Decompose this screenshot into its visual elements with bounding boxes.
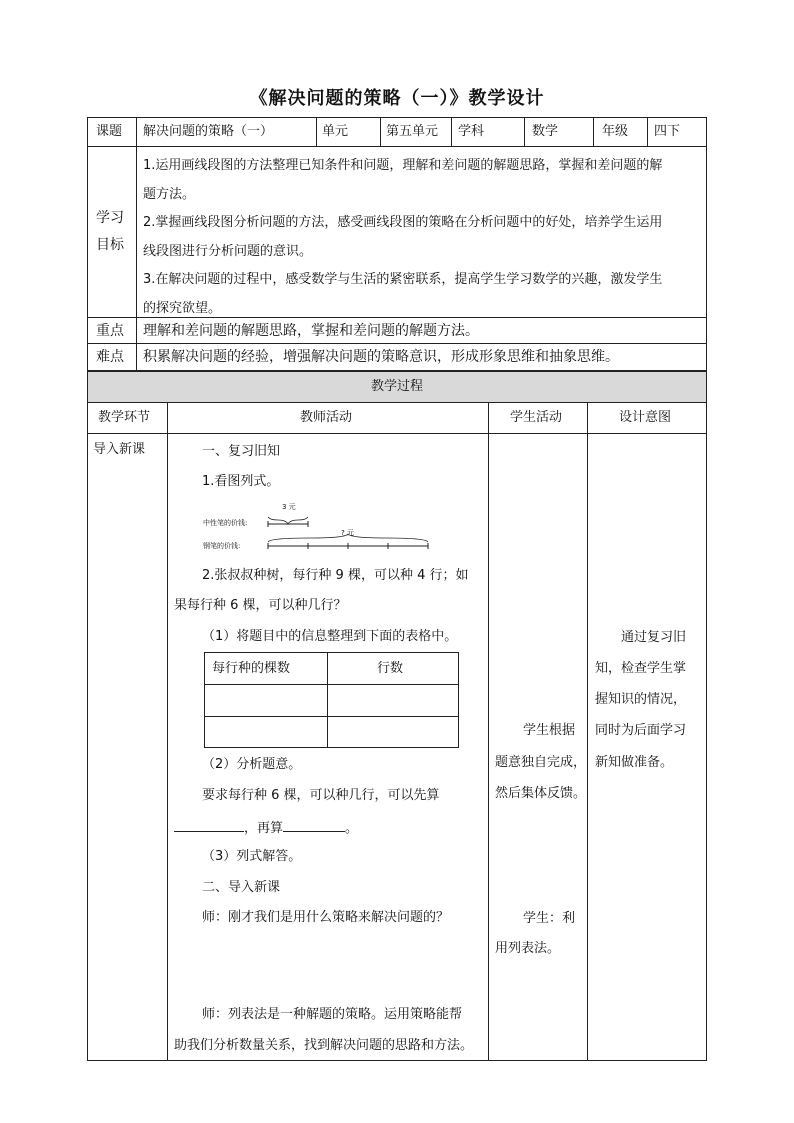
student-a2-line-1: 学生：利 (523, 911, 576, 926)
step-2-text: 要求每行种 6 棵，可以种几行，可以先算 (202, 788, 440, 803)
task-2-line-1: 2.张叔叔种树，每行种 9 棵，可以种 4 行；如 (202, 568, 469, 583)
intro-heading: 二、导入新课 (202, 880, 281, 895)
task-2-line-2: 果每行种 6 棵，可以种几行？ (174, 598, 347, 613)
difficulty-text: 积累解决问题的经验，增强解决问题的策略意识，形成形象思维和抽象思维。 (143, 349, 619, 365)
student-a2-line-2: 用列表法。 (495, 941, 561, 956)
col-stage: 教学环节 (98, 410, 151, 425)
student-a1-line-3: 然后集体反馈。 (495, 786, 587, 801)
unit-label: 单元 (322, 124, 349, 139)
teacher-summary-line-1: 师：列表法是一种解题的策略。运用策略能帮 (202, 1007, 463, 1022)
intent-line-3: 握知识的情况， (595, 692, 687, 707)
student-a1-line-2: 题意独自完成， (495, 755, 587, 770)
page-title: 《解决问题的策略（一）》教学设计 (249, 88, 545, 109)
fig-label-top: 3 元 (282, 503, 296, 511)
discipline-label: 学科 (458, 124, 485, 139)
step-1: （1）将题目中的信息整理到下面的表格中。 (202, 629, 458, 644)
lesson-title: 解决问题的策略（一） (143, 124, 274, 139)
fig-label-a: 中性笔的价钱: (203, 519, 248, 527)
step-3: （3）列式解答。 (202, 849, 302, 864)
brace-top (268, 517, 308, 524)
col-intent: 设计意图 (619, 410, 672, 425)
fig-label-b: 钢笔的价钱: (203, 542, 241, 550)
tree-table-head-1: 每行种的棵数 (212, 661, 291, 676)
step-2: （2）分析题意。 (202, 757, 302, 772)
goals-label-1: 学习 (96, 210, 124, 226)
intent-line-1: 通过复习旧 (621, 630, 687, 645)
fill-blank-line: ，再算 。 (174, 819, 358, 835)
student-a1-line-1: 学生根据 (523, 723, 576, 738)
discipline-value: 数学 (532, 124, 559, 139)
teacher-summary-line-2: 助我们分析数量关系，找到解决问题的思路和方法。 (174, 1038, 474, 1053)
intent-line-2: 知，检查学生掌 (595, 661, 687, 676)
segment-diagram (200, 510, 460, 560)
process-header: 教学过程 (370, 379, 423, 394)
task-1: 1.看图列式。 (202, 474, 280, 489)
intent-line-5: 新知做准备。 (595, 755, 674, 770)
difficulty-label: 难点 (96, 349, 124, 365)
col-teacher: 教师活动 (300, 410, 353, 425)
grade-label: 年级 (602, 124, 629, 139)
goal-3-line-1: 3.在解决问题的过程中，感受数学与生活的紧密联系，提高学生学习数学的兴趣，激发学生 (143, 272, 663, 287)
goal-2-line-2: 线段图进行分析问题的意识。 (143, 243, 313, 259)
key-point-label: 重点 (96, 323, 124, 339)
stage-name: 导入新课 (93, 442, 146, 457)
goals-label-2: 目标 (96, 237, 124, 253)
goal-1-line-2: 题方法。 (143, 186, 196, 202)
goal-1-line-1: 1.运用画线段图的方法整理已知条件和问题，理解和差问题的解题思路，掌握和差问题的解 (143, 158, 663, 173)
key-point-text: 理解和差问题的解题思路，掌握和差问题的解题方法。 (143, 323, 479, 339)
blank-1[interactable] (174, 819, 244, 832)
goal-3-line-2: 的探究欲望。 (143, 300, 222, 316)
intent-line-4: 同时为后面学习 (595, 723, 687, 738)
grade-value: 四下 (654, 124, 681, 139)
goals-text (143, 152, 705, 323)
fig-label-q: ? 元 (341, 529, 354, 537)
tree-table-head-2: 行数 (377, 661, 404, 676)
unit-value: 第五单元 (386, 124, 439, 139)
blank-2[interactable] (283, 819, 345, 832)
review-heading: 一、复习旧知 (202, 444, 281, 459)
goal-2-line-1: 2.掌握画线段图分析问题的方法，感受画线段图的策略在分析问题中的好处，培养学生运用 (143, 215, 663, 230)
subject-label: 课题 (96, 124, 123, 139)
teacher-question: 师：刚才我们是用什么策略来解决问题的？ (202, 910, 450, 925)
col-student: 学生活动 (510, 410, 563, 425)
